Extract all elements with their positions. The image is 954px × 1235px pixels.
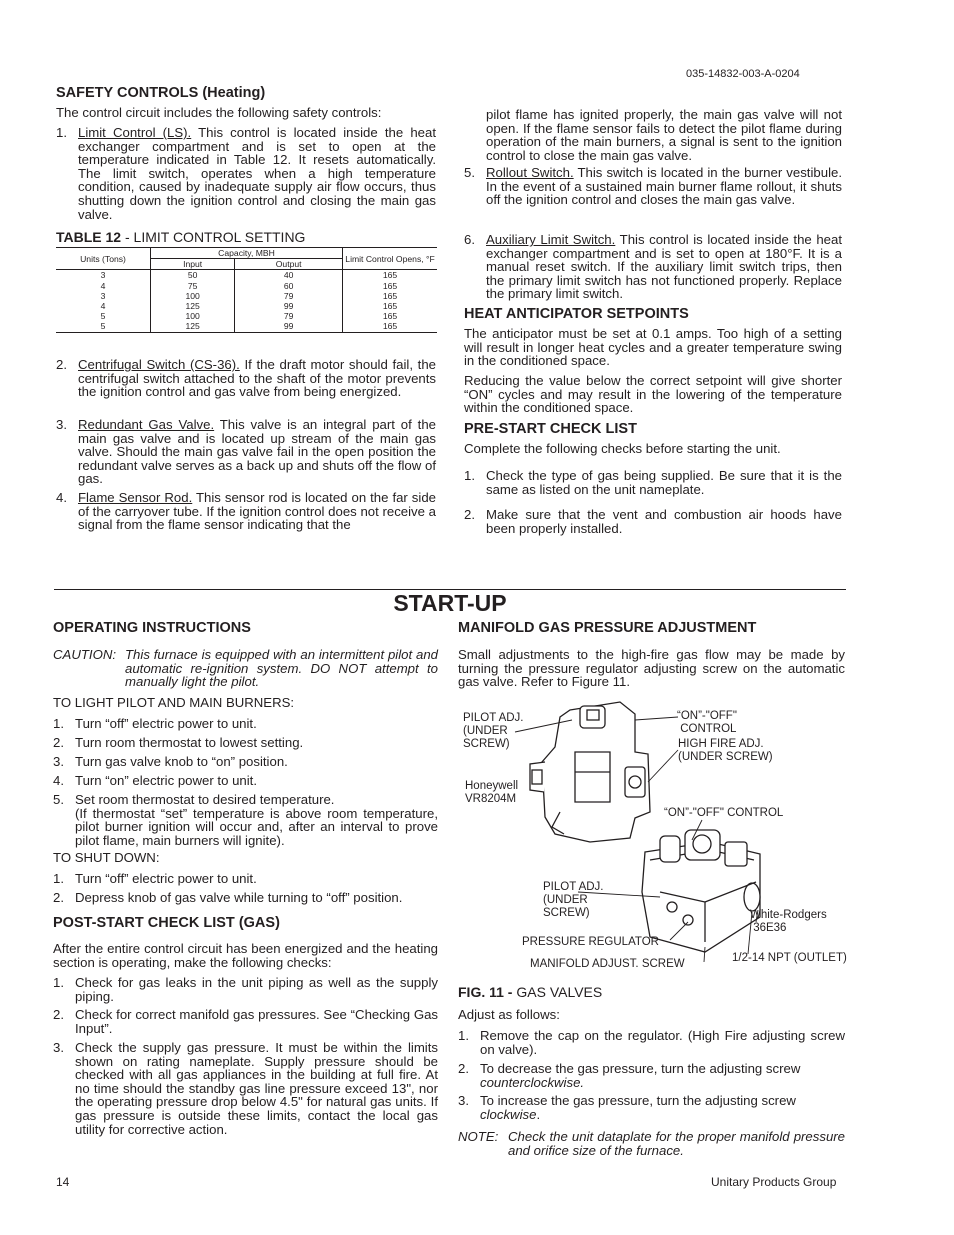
item-title: Redundant Gas Valve. [78, 417, 215, 432]
table-cell: 3 [56, 270, 151, 281]
table-cell: 4 [56, 281, 151, 291]
list-item: 3. Turn gas valve knob to “on” position. [53, 754, 288, 769]
list-item: 1. Check for gas leaks in the unit piping as well as the supply piping. [53, 975, 438, 1004]
heat-anticipator-paragraph: The anticipator must be set at 0.1 amps. Too high of a setting will result in longer heat cycles and a greater temperature swing in the conditioned space. [464, 326, 842, 369]
manifold-heading: MANIFOLD GAS PRESSURE ADJUSTMENT [458, 620, 757, 636]
table-cell: 165 [382, 301, 398, 312]
label-pilot-adj: PILOT ADJ. (UNDER SCREW) [543, 881, 604, 919]
table-cell: 165 [382, 280, 398, 291]
table-row [56, 270, 437, 281]
list-item: 2. To decrease the gas pressure, turn the adjusting screw counterclockwise. [458, 1061, 801, 1090]
table-cell: 125 [151, 321, 235, 332]
table-cell: 165 [382, 290, 398, 301]
col-header-limit: Limit Control Opens, °F [343, 248, 438, 270]
footer-company: Unitary Products Group [711, 1175, 837, 1189]
label-manifold-screw: MANIFOLD ADJUST. SCREW [530, 958, 685, 970]
safety-controls-heading: SAFETY CONTROLS (Heating) [56, 85, 266, 101]
table-cell: 100 [151, 311, 235, 321]
table-row [56, 281, 437, 291]
list-item: 2. Centrifugal Switch (CS-36). If the draft motor should fail, the centrifugal switch attached to the shaft of the motor prevents the ignition control and gas valve from being energized. [56, 357, 436, 400]
manifold-intro: Small adjustments to the high-fire gas flow may be made by turning the pressure regulator adjusting screw on the automatic gas valve. Refer to Figure 11. [458, 647, 845, 690]
list-item: 3. Check the supply gas pressure. It must be within the limits shown on rating nameplate. Supply pressure should be checked with all gas appliances in the building at full fire. At no time should the standby gas line pressure exceed 13", nor the operating pressure drop below 4.5" for natural gas units. If gas pressure is outside these limits, contact the local gas utility for corrective action. [53, 1040, 438, 1137]
limit-control-table [56, 247, 437, 333]
table-row [56, 291, 437, 301]
col-header-units: Units (Tons) [56, 248, 151, 270]
col-header-capacity: Capacity, MBH [151, 248, 343, 259]
list-item: 1. Limit Control (LS). This control is located inside the heat exchanger compartment and is set to open at the temperature indicated in Table 12. It resets automatically. The limit switch, operates when a high temperature condition, caused by inadequate supply air flow occurs, thus shutting down the ignition control and closing the main gas valve. [56, 125, 436, 222]
table-row [56, 301, 437, 311]
label-honeywell: Honeywell VR8204M [465, 780, 519, 805]
list-item: 1. Turn “off” electric power to unit. [53, 871, 257, 886]
table-cell: 5 [56, 311, 151, 321]
section-title: START-UP [393, 590, 507, 616]
list-item: 5. Set room thermostat to desired temperature. (If thermostat “set” temperature is above room temperature, pilot burner ignition will occur and, after an interval to prove pilot flame, main burners will ignite). [53, 792, 438, 848]
page-number: 14 [56, 1175, 70, 1189]
table-cell: 165 [382, 270, 398, 281]
col-header-input: Input [151, 259, 235, 270]
table-cell: 60 [235, 281, 343, 291]
list-item: 5. Rollout Switch. This switch is located in the burner vestibule. In the event of a sustained main burner flame rollout, it shuts off the ignition control and closes the main gas valve. [464, 165, 842, 208]
list-item: 2. Check for correct manifold gas pressures. See “Checking Gas Input”. [53, 1007, 438, 1036]
table-row [56, 321, 437, 332]
label-pressure-regulator: PRESSURE REGULATOR [522, 936, 659, 948]
table-cell: 79 [235, 311, 343, 321]
post-start-heading: POST-START CHECK LIST (GAS) [53, 915, 280, 931]
table-cell: 3 [56, 291, 151, 301]
list-item: 2. Make sure that the vent and combustion air hoods have been properly installed. [464, 507, 842, 536]
item-title: Limit Control (LS). [78, 125, 192, 140]
pre-start-heading: PRE-START CHECK LIST [464, 421, 637, 437]
list-item: 3. To increase the gas pressure, turn the adjusting screw clockwise. [458, 1093, 796, 1122]
table-cell: 165 [343, 321, 438, 332]
label-on-off-control: “ON”-"OFF" CONTROL [664, 807, 784, 819]
table-caption: TABLE 12 - LIMIT CONTROL SETTING [56, 229, 306, 245]
table-cell: 79 [235, 291, 343, 301]
label-npt-outlet: 1/2-14 NPT (OUTLET) [732, 952, 847, 964]
table-row [56, 311, 437, 321]
pre-start-intro: Complete the following checks before starting the unit. [464, 441, 781, 456]
document-number: 035-14832-003-A-0204 [686, 68, 800, 80]
post-start-intro: After the entire control circuit has been energized and the heating section is operating, make the following checks: [53, 941, 438, 970]
list-item: 6. Auxiliary Limit Switch. This control is located inside the heat exchanger compartment and is set to open at 180°F. It is a manual reset switch. If the auxiliary limit switch trips, then the primary limit switch has not functioned properly. Replace the primary limit switch. [464, 232, 842, 302]
item-title: Rollout Switch. [486, 165, 574, 180]
table-cell: 99 [235, 301, 343, 311]
col-header-output: Output [235, 259, 343, 270]
table-cell: 75 [151, 281, 235, 291]
item-title: Flame Sensor Rod. [78, 490, 193, 505]
caution-note: CAUTION: This furnace is equipped with an intermittent pilot and automatic re-ignition system. DO NOT attempt to manually light the pilot. [53, 647, 438, 690]
adjust-intro: Adjust as follows: [458, 1007, 560, 1022]
table-cell: 5 [56, 321, 151, 332]
gas-valves-figure [460, 692, 860, 972]
item-title: Centrifugal Switch (CS-36). [78, 357, 240, 372]
label-on-off-control: “ON”-"OFF" CONTROL [677, 710, 737, 735]
list-item: 3. Redundant Gas Valve. This valve is an integral part of the main gas valve and is located up stream of the main gas valve. Should the main gas valve fail in the open position the redundant valve serves as a back up and shuts off the flow of gas. [56, 417, 436, 487]
table-cell: 40 [235, 270, 343, 281]
item-title: Auxiliary Limit Switch. [486, 232, 616, 247]
list-item: 1. Check the type of gas being supplied. Be sure that it is the same as listed on the unit nameplate. [464, 468, 842, 497]
continuation-text: pilot flame has ignited properly, the main gas valve will not open. If the flame sensor fails to detect the pilot flame during operation of the main burners, a signal is sent to the ignition control to close the main gas valve. [486, 107, 842, 163]
label-pilot-adj: PILOT ADJ. (UNDER SCREW) [463, 712, 524, 750]
list-item: 4. Flame Sensor Rod. This sensor rod is located on the far side of the carryover tube. If the ignition control does not receive a signal from the flame sensor indicating that the [56, 490, 436, 533]
table-cell: 99 [235, 321, 343, 332]
manifold-note: NOTE: Check the unit dataplate for the proper manifold pressure and orifice size of the furnace. [458, 1129, 845, 1158]
safety-controls-intro: The control circuit includes the following safety controls: [56, 105, 382, 120]
operating-heading: OPERATING INSTRUCTIONS [53, 620, 251, 636]
table-cell: 100 [151, 291, 235, 301]
table-cell: 50 [151, 270, 235, 281]
figure-caption: FIG. 11 - GAS VALVES [458, 984, 603, 1000]
table-cell: 125 [151, 301, 235, 311]
table-cell: 165 [382, 311, 398, 322]
label-white-rodgers: White-Rodgers 36E36 [750, 909, 827, 934]
list-item: 2. Turn room thermostat to lowest setting. [53, 735, 304, 750]
list-item: 4. Turn “on” electric power to unit. [53, 773, 258, 788]
table-cell: 4 [56, 301, 151, 311]
shut-heading: TO SHUT DOWN: [53, 850, 160, 865]
list-item: 1. Remove the cap on the regulator. (High Fire adjusting screw on valve). [458, 1028, 845, 1057]
list-item: 2. Depress knob of gas valve while turning to “off” position. [53, 890, 403, 905]
heat-anticipator-paragraph: Reducing the value below the correct setpoint will give shorter “ON” cycles and may result in the lowering of the temperature within the conditioned space. [464, 373, 842, 416]
list-item: 1. Turn “off” electric power to unit. [53, 716, 257, 731]
label-high-fire-adj: HIGH FIRE ADJ. (UNDER SCREW) [678, 738, 773, 763]
light-heading: TO LIGHT PILOT AND MAIN BURNERS: [53, 695, 295, 710]
heat-anticipator-heading: HEAT ANTICIPATOR SETPOINTS [464, 306, 689, 322]
